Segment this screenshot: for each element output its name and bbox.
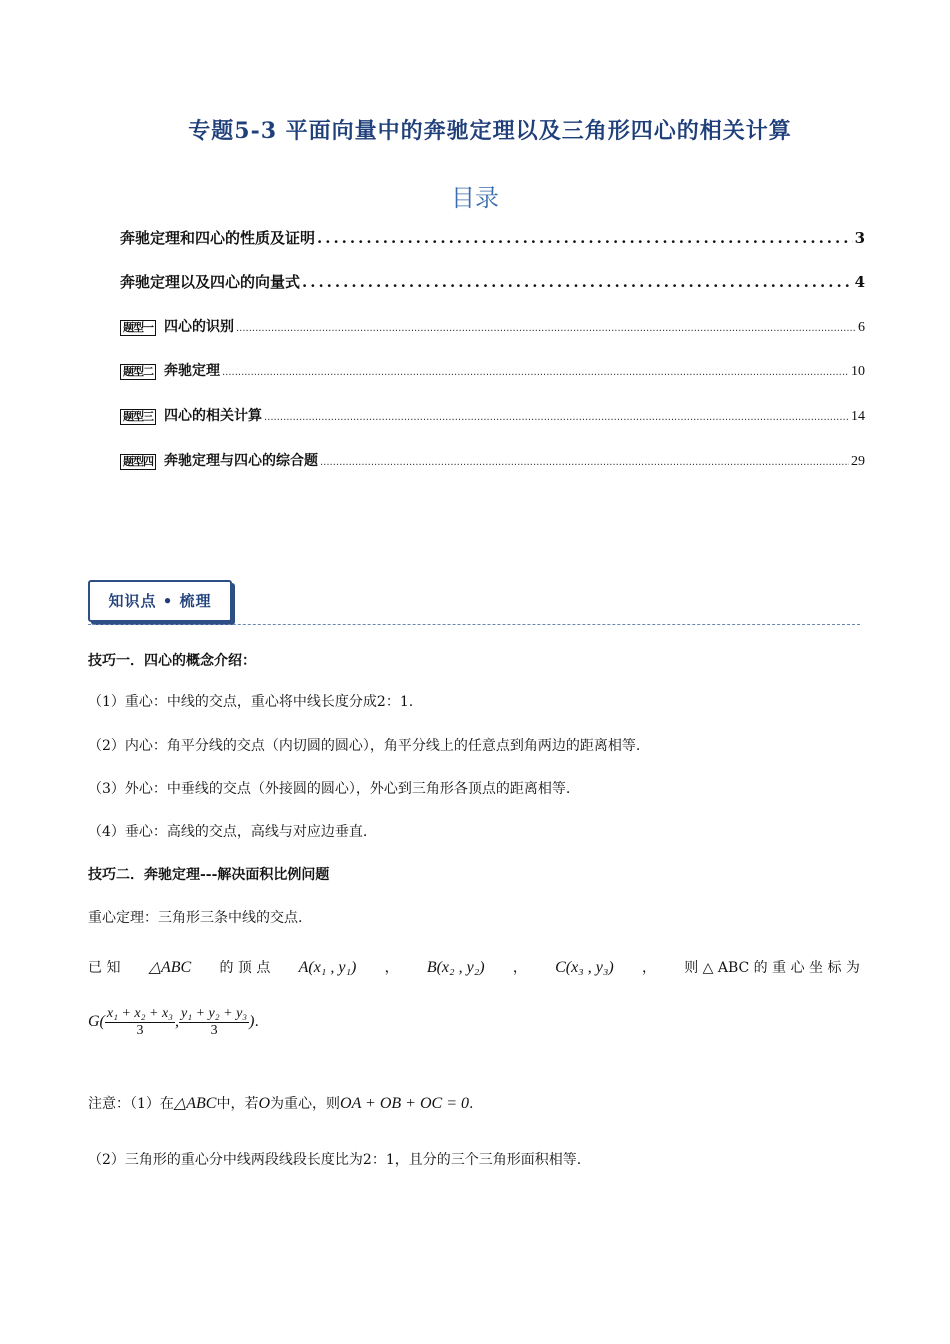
toc-entry[interactable] (120, 450, 865, 470)
tip2-title: 技巧二．奔驰定理---解决面积比例问题 (88, 867, 330, 883)
then-text: 则 △ ABC 的 重 心 坐 标 为 (684, 960, 860, 976)
note-prefix: 注意：（1）在 (88, 1096, 174, 1112)
note-line: 注意：（1）在△ABC中，若O为重心，则OA + OB + OC = 0. (88, 1095, 474, 1112)
toc-heading: 目录 (451, 184, 499, 212)
toc-leader-dots (264, 412, 849, 423)
note-mid2: 为重心，则 (270, 1096, 341, 1112)
toc-entry-label: 题型一 四心的识别 (120, 316, 234, 336)
toc-entry[interactable] (120, 316, 865, 336)
question-type-tag: 题型三 (120, 409, 156, 425)
note-triangle: △ABC (173, 1095, 217, 1112)
tip1-item: （1）重心：中线的交点，重心将中线长度分成2：1. (88, 694, 414, 710)
section-header-label: 知识点 • 梳理 (108, 592, 212, 610)
toc-leader-dots (317, 229, 853, 247)
question-type-tag: 题型四 (120, 454, 156, 470)
section-header-box (88, 580, 232, 622)
toc-entry[interactable] (120, 227, 865, 248)
fraction-x: $\frac{\text{x₁ + x₂ + x₃}}{3}$ (106, 1005, 174, 1038)
toc-leader-dots (302, 273, 853, 291)
known-text: 已 知 (88, 960, 121, 976)
question-type-tag: 题型二 (120, 364, 156, 380)
point-a: A(x₁ , y₁) (298, 959, 357, 976)
note-item-2: （2）三角形的重心分中线两段线段长度比为2：1，且分的三个三角形面积相等. (88, 1152, 582, 1168)
toc-leader-dots (320, 457, 849, 468)
toc-entry-page: 10 (851, 364, 865, 379)
toc-entry[interactable] (120, 271, 865, 292)
fraction-y: $\frac{\text{y₁ + y₂ + y₃}}{3}$ (181, 1005, 248, 1038)
centroid-definition: 重心定理：三角形三条中线的交点. (88, 910, 303, 926)
point-b: B(x₂ , y₂) (426, 959, 485, 976)
toc-entry[interactable] (120, 360, 865, 380)
point-c: C(x₃ , y₃) (555, 959, 614, 976)
toc-entry-page: 29 (851, 454, 865, 469)
toc-leader-dots (236, 323, 856, 334)
vertex-text: 的 顶 点 (219, 960, 271, 976)
centroid-statement: 已 知 △ABC 的 顶 点 A(x₁ , y₁) ， B(x₂ , y₂) ， C(x₃ , y₃) ， 则 △ ABC 的 重 心 坐 标 为 (88, 959, 860, 976)
centroid-g: G( (88, 1013, 105, 1030)
toc-entry-label: 奔驰定理以及四心的向量式 (120, 273, 301, 291)
toc-entry-page: 4 (854, 273, 865, 291)
note-point-o: O (258, 1095, 271, 1112)
tip1-item: （3）外心：中垂线的交点（外接圆的圆心），外心到三角形各顶点的距离相等. (88, 781, 571, 797)
toc-entry-label: 奔驰定理和四心的性质及证明 (120, 229, 316, 247)
question-type-tag: 题型一 (120, 320, 156, 336)
toc-entry[interactable] (120, 405, 865, 425)
tip1-item: （4）垂心：高线的交点，高线与对应边垂直. (88, 824, 368, 840)
toc-entry-label: 题型四 奔驰定理与四心的综合题 (120, 450, 318, 470)
vector-equation: OA + OB + OC = 0 (340, 1095, 469, 1112)
tip1-item: （2）内心：角平分线的交点（内切圆的圆心），角平分线上的任意点到角两边的距离相等. (88, 738, 641, 754)
page-title: 专题5-3 平面向量中的奔驰定理以及三角形四心的相关计算 (188, 118, 792, 144)
toc-entry-page: 14 (851, 409, 865, 424)
toc-entry-label: 题型二 奔驰定理 (120, 360, 220, 380)
toc-entry-page: 6 (858, 320, 865, 335)
tip1-title: 技巧一．四心的概念介绍： (88, 653, 256, 669)
triangle-symbol: △ABC (148, 959, 192, 976)
note-mid1: 中，若 (216, 1096, 259, 1112)
section-divider (88, 624, 860, 625)
toc-leader-dots (222, 367, 849, 378)
centroid-formula: G( $\frac{\text{x₁ + x₂ + x₃}}{3}$ , $\frac{\text{y₁ + y₂ + y₃}}{3}$ ). (88, 1005, 259, 1038)
toc-entry-page: 3 (854, 229, 865, 247)
toc-entry-label: 题型三 四心的相关计算 (120, 405, 262, 425)
